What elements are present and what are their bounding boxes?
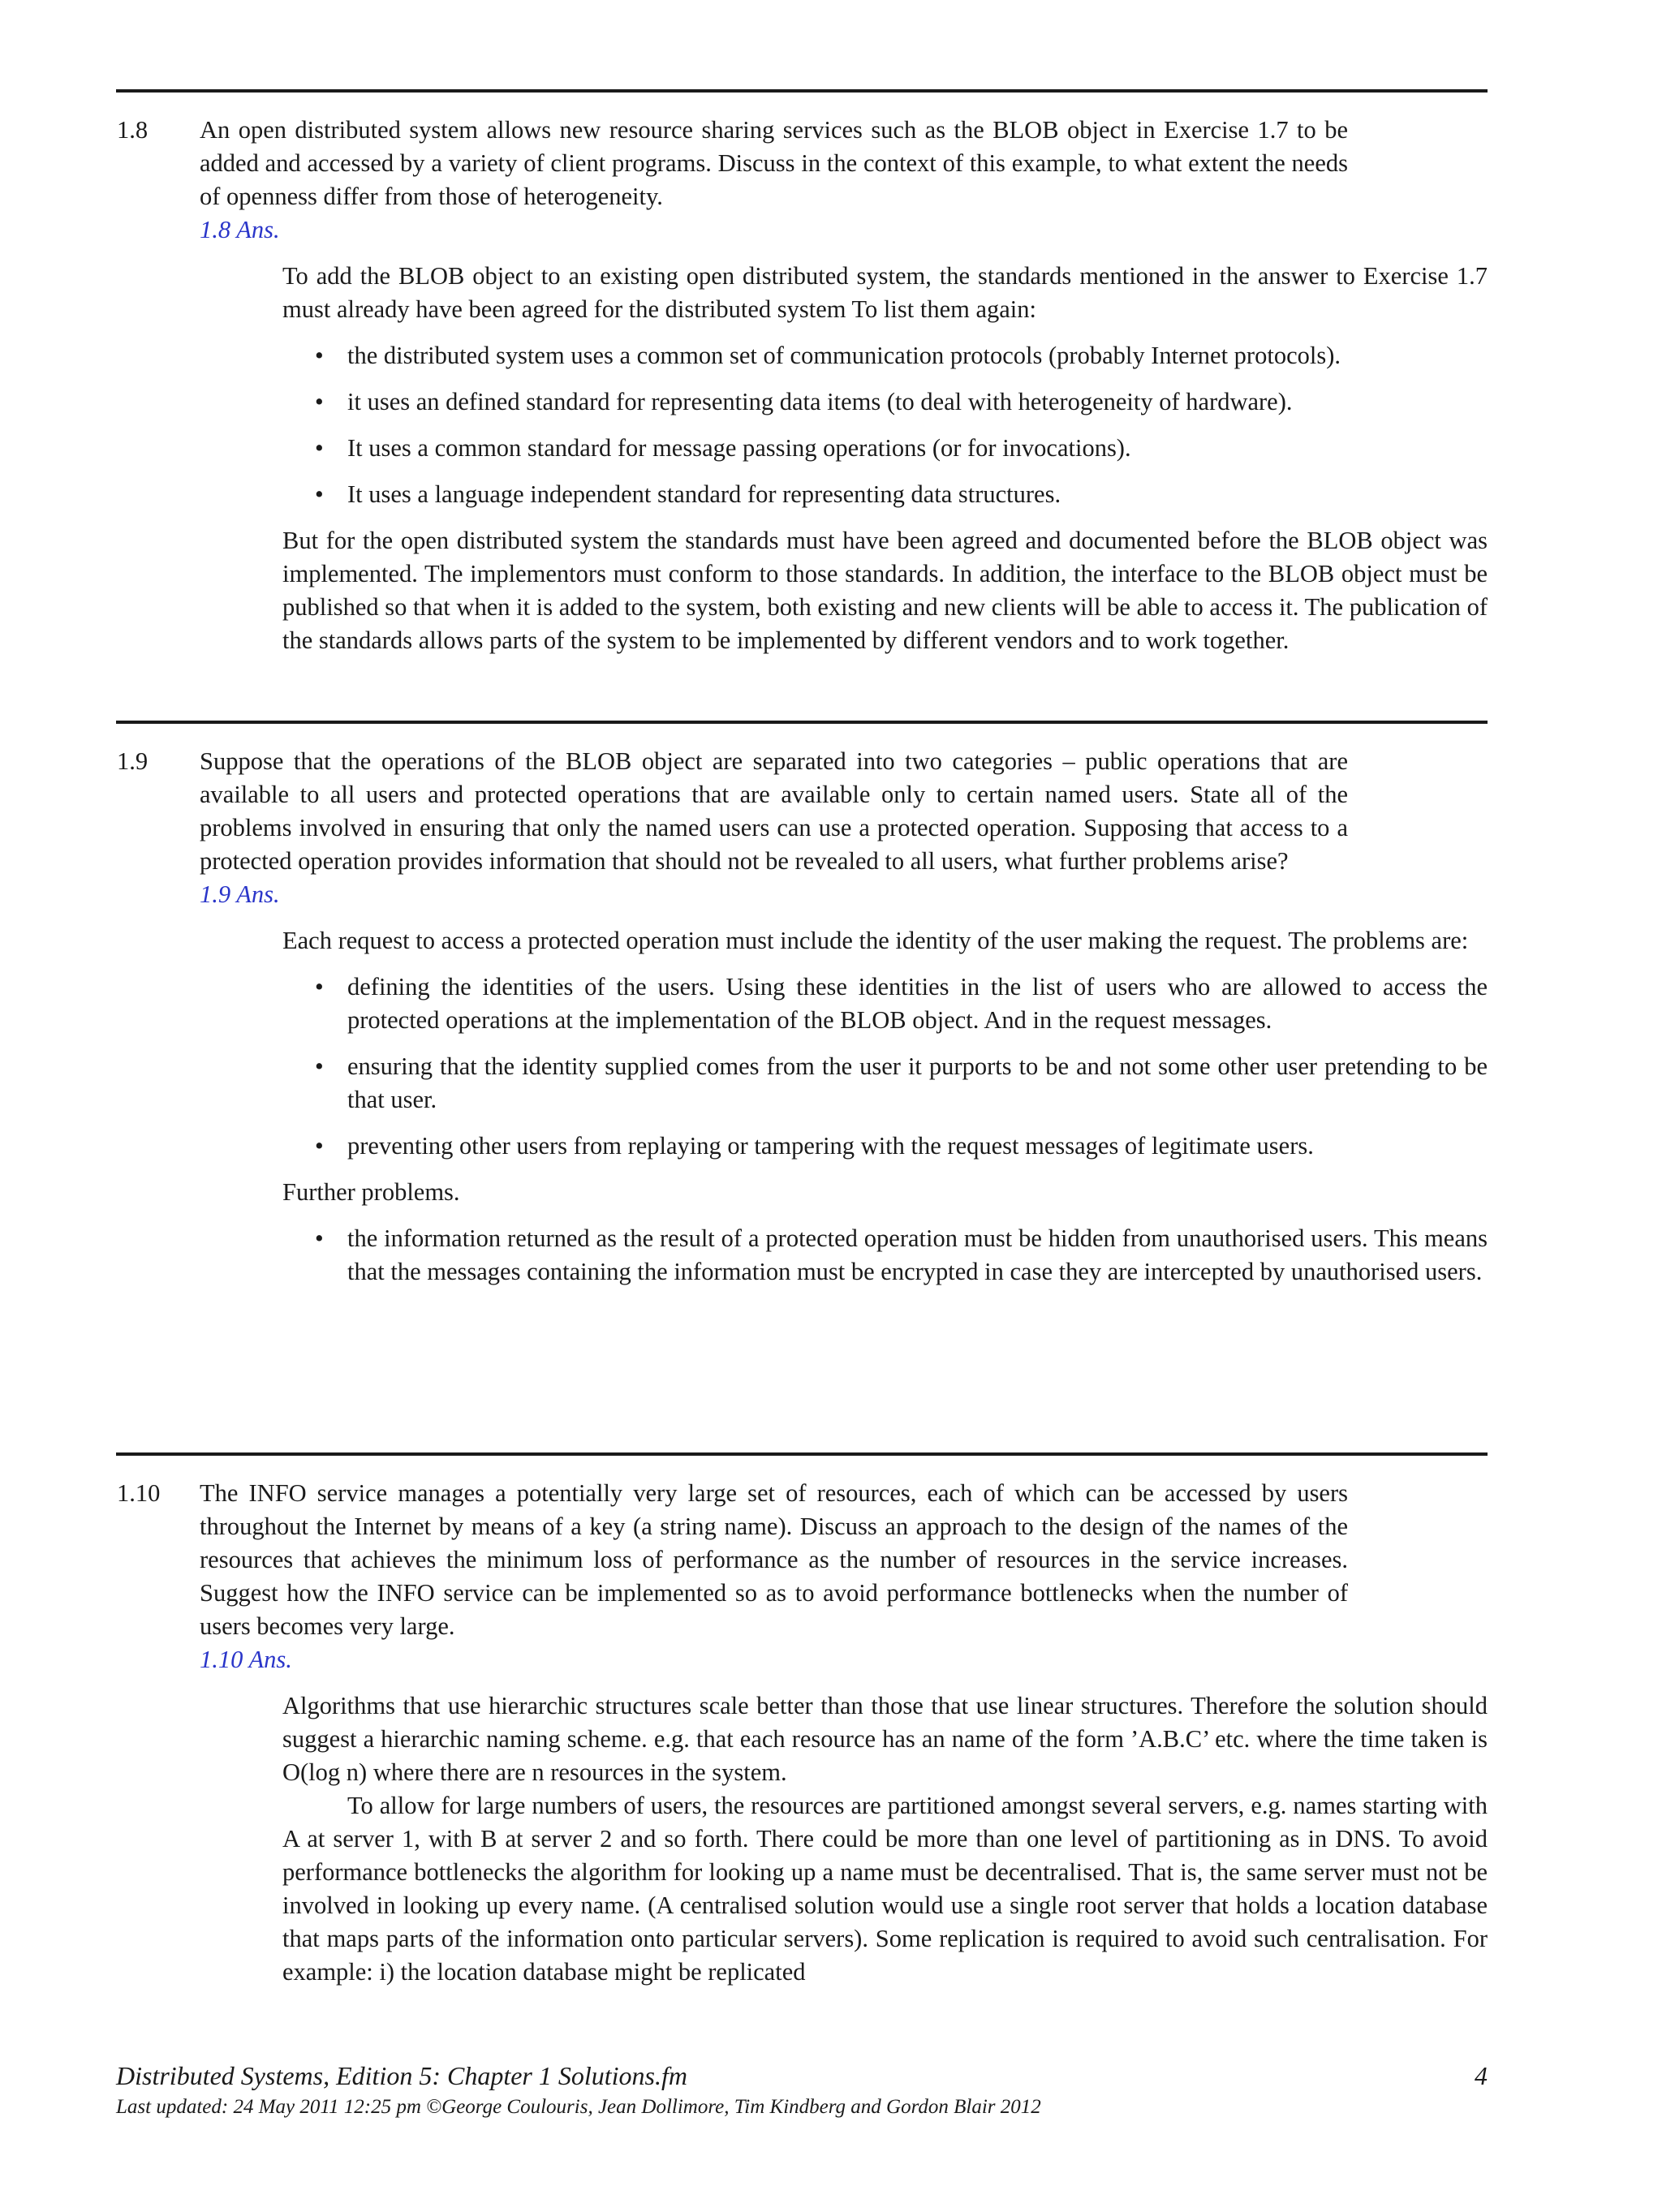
question-number: 1.8	[117, 116, 149, 144]
answer-label: 1.8 Ans.	[200, 216, 280, 243]
answer-body	[282, 924, 1488, 1289]
answer-intro: Each request to access a protected operation must include the identity of the user making the request. The problems are:	[282, 927, 1469, 954]
answer-paragraph-1: Algorithms that use hierarchic structures scale better than those that use linear structures. Therefore the solution should suggest a hierarchic naming scheme. e.g. that each resource has an name of the form ’A.B.C’ etc. where the time taken is O(log n) where there are n resources in the system.	[282, 1692, 1488, 1786]
bullet-list	[282, 970, 1488, 1163]
bullet-icon: •	[315, 1132, 324, 1160]
question-text: Suppose that the operations of the BLOB object are separated into two categories – public operations that are available to all users and protected operations that are available only to certain named users. State all of the problems involved in ensuring that only the named users can use a protected operation. Supposing that access to a protected operation provides information that should not be revealed to all users, what further problems arise?	[200, 747, 1348, 875]
answer-body	[282, 260, 1488, 657]
bullet-icon: •	[315, 434, 324, 462]
answer-paragraph-2: To allow for large numbers of users, the resources are partitioned amongst several servers, e.g. names starting with A at server 1, with B at server 2 and so forth. There could be more than one level of partitioning as in DNS. To avoid performance bottlenecks the algorithm for looking up a name must be decentralised. That is, the same server must not be involved in looking up every name. (A centralised solution would use a single root server that holds a location database that maps parts of the information onto particular servers). Some replication is required to avoid such centralisation. For example: i) the location database might be replicated	[282, 1792, 1488, 1986]
page-footer	[116, 2059, 1488, 2121]
list-item: • It uses a common standard for message passing operations (or for invocations).	[282, 432, 1488, 465]
bullet-icon: •	[315, 342, 324, 369]
footer-title-row	[116, 2059, 1488, 2092]
exercise-1-10	[117, 1477, 1488, 1989]
section-rule-top	[116, 89, 1488, 93]
list-item: • the information returned as the result of a protected operation must be hidden from unauthorised users. This means that the messages containing the information must be encrypted in case they are intercepted by unauthorised users.	[282, 1222, 1488, 1289]
list-item: • preventing other users from replaying or tampering with the request messages of legitimate users.	[282, 1130, 1488, 1163]
list-item: • ensuring that the identity supplied comes from the user it purports to be and not some other user pretending to be that user.	[282, 1050, 1488, 1117]
question-block	[117, 1477, 1348, 1643]
answer-intro: To add the BLOB object to an existing open distributed system, the standards mentioned in the answer to Exercise 1.7 must already have been agreed for the distributed system To list them again:	[282, 262, 1488, 323]
bullet-list	[282, 339, 1488, 511]
answer-body	[282, 1689, 1488, 1989]
bullet-icon: •	[315, 973, 324, 1001]
list-item: • it uses an defined standard for representing data items (to deal with heterogeneity of hardware).	[282, 385, 1488, 419]
bullet-icon: •	[315, 1224, 324, 1252]
question-block	[117, 745, 1348, 878]
answer-closing: But for the open distributed system the standards must have been agreed and documented before the BLOB object was implemented. The implementors must conform to those standards. In addition, the interface to the BLOB object must be published so that when it is added to the system, both existing and new clients will be able to access it. The publication of the standards allows parts of the system to be implemented by different vendors and to work together.	[282, 527, 1488, 654]
footer-last-updated: Last updated: 24 May 2011 12:25 pm ©George Coulouris, Jean Dollimore, Tim Kindberg and Gordon Blair 2012	[116, 2096, 1041, 2118]
question-text: An open distributed system allows new resource sharing services such as the BLOB object in Exercise 1.7 to be added and accessed by a variety of client programs. Discuss in the context of this example, to what extent the needs of openness differ from those of heterogeneity.	[200, 116, 1348, 210]
exercise-1-9	[117, 745, 1488, 1289]
question-number: 1.9	[117, 747, 149, 775]
bullet-icon: •	[315, 388, 324, 415]
further-problems-label: Further problems.	[282, 1178, 460, 1206]
bullet-icon: •	[315, 1052, 324, 1080]
answer-label: 1.9 Ans.	[200, 880, 280, 908]
footer-page-number: 4	[1475, 2061, 1488, 2090]
list-item: • It uses a language independent standard for representing data structures.	[282, 478, 1488, 511]
section-rule	[116, 1452, 1488, 1456]
further-bullet-list	[282, 1222, 1488, 1289]
answer-label: 1.10 Ans.	[200, 1646, 292, 1673]
section-rule	[116, 721, 1488, 724]
list-item: • defining the identities of the users. Using these identities in the list of users who are allowed to access the protected operations at the implementation of the BLOB object. And in the request messages.	[282, 970, 1488, 1037]
question-text: The INFO service manages a potentially very large set of resources, each of which can be accessed by users throughout the Internet by means of a key (a string name). Discuss an approach to the design of the names of the resources that achieves the minimum loss of performance as the number of resources in the service increases. Suggest how the INFO service can be implemented so as to avoid performance bottlenecks when the number of users becomes very large.	[200, 1479, 1348, 1640]
exercise-1-8	[117, 114, 1488, 657]
question-number: 1.10	[117, 1479, 161, 1507]
list-item: • the distributed system uses a common set of communication protocols (probably Internet protocols).	[282, 339, 1488, 372]
question-block	[117, 114, 1348, 213]
bullet-icon: •	[315, 480, 324, 508]
footer-document-title: Distributed Systems, Edition 5: Chapter 1 Solutions.fm	[116, 2061, 687, 2090]
